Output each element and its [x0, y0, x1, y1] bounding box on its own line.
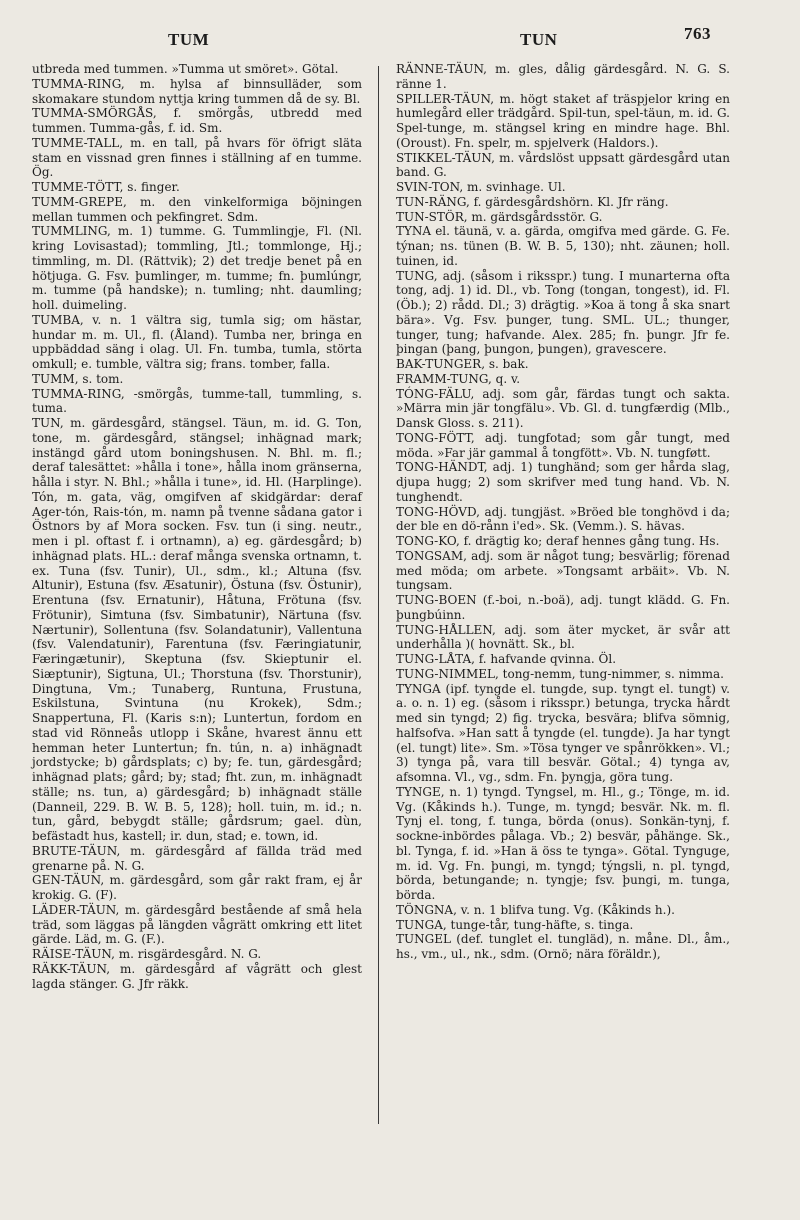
- dictionary-entry: TÖNGNA, v. n. 1 blifva tung. Vg. (Kåkinds h.).: [396, 902, 675, 917]
- dictionary-entry: GEN-TÄUN, m. gärdesgård, som går rakt fram, ej år krokig. G. (F).: [32, 873, 362, 902]
- dictionary-entry: TUMBA, v. n. 1 vältra sig, tumla sig; om hästar, hundar m. m. Ul., fl. (Åland). Tumba ner, bringa en uppbäddad säng i olag. Ul. Fn. tumba, tumla, störta omkull; e. tumble, vältra sig; frans. tomber, falla.: [32, 312, 362, 371]
- dictionary-entry: TUMME-TÖTT, s. finger.: [32, 180, 180, 194]
- dictionary-entry: SVIN-TON, m. svinhage. Ul.: [396, 180, 566, 194]
- dictionary-entry: TONG-HÖVD, adj. tungjäst. »Bröed ble tonghövd i da; der ble en dö-rånn i'ed». Sk. (Vemm.). S. hävas.: [396, 504, 730, 534]
- header-right-word: TUN: [520, 30, 558, 49]
- dictionary-entry: TONGSAM, adj. som är något tung; besvärlig; förenad med möda; om arbete. »Tongsamt arbäit». Vb. N. tungsam.: [396, 548, 730, 593]
- dictionary-entry: TUN-RÄNG, f. gärdesgårdshörn. Kl. Jfr räng.: [396, 194, 669, 209]
- dictionary-entry: RÄISE-TÄUN, m. risgärdesgård. N. G.: [32, 947, 262, 961]
- dictionary-entry: TUN, m. gärdesgård, stängsel. Täun, m. id. G. Ton, tone, m. gärdesgård, stängsel; inhägnad mark; instängd gård utom boningshusen. N. Bhl. m. fl.; deraf talesättet: »hålla i tone», hålla inom gränserna, hålla i styr. N. Bhl.; »hålla i tune», id. Hl. (Harplinge). Tón, m. gata, väg, omgifven af skidgärdar: deraf Ager-tón, Rais-tón, m. namn på tvenne sådana gator i Östnors by af Mora socken. Fsv. tun (i sing. neutr., men i pl. oftast f. i ortnamn), a) eg. gärdesgård; b) inhägnad plats. HL.: deraf många svenska ortnamn, t. ex. Tuna (fsv. Tunir), Ul., sdm., kl.; Altuna (fsv. Altunir), Estuna (fsv. Æsatunir), Östuna (fsv. Östunir), Erentuna (fsv. Ernatunir), Håtuna, Frötuna (fsv. Frötunir), Simtuna (fsv. Simbatunir), Närtuna (fsv. Nærtunir), Sollentuna (fsv. Solandatunir), Vallentuna (fsv. Valendatunir), Farentuna (fsv. Færingiatunir, Færingætunir), Skeptuna (fsv. Skieptunir el. Siæptunir), Sigtuna, Ul.; Thorstuna (fsv. Thorstunir), Dingtuna, Vm.; Tunaberg, Runtuna, Frustuna, Eskilstuna, Svintuna (nu Krokek), Sdm.; Snappertuna, Fl. (Karis s:n); Luntertun, fordom en stad vid Rönneås utlopp i Skåne, hvarest ännu ett hemman heter Luntertun; fn. tún, n. a) inhägnadt jordstycke; b) gårdsplats; c) by; fe. tun, gärdesgård; inhägnad plats; gård; by; stad; fht. zun, m. inhägnadt ställe; ns. tun, a) gärdesgård; b) inhägnadt ställe (Danneil, 229. B. W. B. 5, 128); holl. tuin, m. id.; n. tun, gård, bebygdt ställe; gårdsrum; gael. dùn, befästadt hus, kastell; ir. dun, stad; e. town, id.: [32, 416, 362, 843]
- dictionary-entry: TUMMA-RING, m. hylsa af binnsulläder, som skomakare stundom nyttja kring tummen då de sy. Bl.: [32, 76, 362, 106]
- dictionary-entry: TUMMLING, m. 1) tumme. G. Tummlingje, Fl. (Nl. kring Lovisastad); tommling, Jtl.; tommlonge, Hj.; timmling, m. Dl. (Rättvik); 2) det tredje benet på en hötjuga. G. Fsv. þumlinger, m. tumme; fn. þumlúngr, m. tumme (på handske); n. tumling; nht. daumling; holl. duimeling.: [32, 224, 362, 312]
- dictionary-entry: TUMMA-SMÖRGÅS, f. smörgås, utbredd med tummen. Tumma-gås, f. id. Sm.: [32, 106, 362, 135]
- dictionary-entry: RÄKK-TÄUN, m. gärdesgård af vågrätt och glest lagda stänger. G. Jfr räkk.: [32, 961, 362, 991]
- dictionary-entry: BAK-TUNGER, s. bak.: [396, 357, 529, 371]
- dictionary-entry: utbreda med tummen. »Tumma ut smöret». Götal.: [32, 62, 339, 76]
- dictionary-entry: RÄNNE-TÄUN, m. gles, dålig gärdesgård. N. G. S. ränne 1.: [396, 62, 730, 91]
- dictionary-entry: SPILLER-TÄUN, m. högt staket af träspjelor kring en humlegård eller trädgård. Spil-tun, spel-täun, m. id. G. Spel-tunge, m. stängsel kring en mindre hage. Bhl. (Oroust). Fn. spelr, m. spjelverk (Haldors.).: [396, 91, 730, 150]
- dictionary-entry: TONG-FÖTT, adj. tungfotad; som går tungt, med möda. »Far jär gammal å tongfött». Vb. N. tungføtt.: [396, 430, 730, 460]
- dictionary-entry: TUN-STÖR, m. gärdsgårdsstör. G.: [396, 209, 603, 224]
- left-column: [32, 62, 362, 991]
- dictionary-entry: TUNGEL (def. tunglet el. tungläd), n. måne. Dl., åm., hs., vm., ul., nk., sdm. (Ornö; nära föräldr.),: [396, 932, 730, 961]
- page-number: 763: [684, 24, 711, 43]
- dictionary-entry: STIKKEL-TÄUN, m. vårdslöst uppsatt gärdesgård utan band. G.: [396, 150, 730, 180]
- dictionary-entry: TUMM-GREPE, m. den vinkelformiga böjningen mellan tummen och pekfingret. Sdm.: [32, 194, 362, 224]
- dictionary-entry: TYNA el. täunä, v. a. gärda, omgifva med gärde. G. Fe. týnan; ns. tünen (B. W. B. 5, 130); nht. zäunen; holl. tuinen, id.: [396, 224, 730, 268]
- dictionary-entry: TONG-KO, f. drägtig ko; deraf hennes gång tung. Hs.: [396, 534, 720, 548]
- dictionary-entry: TUNG-HÅLLEN, adj. som äter mycket, är svår att underhålla )( hovnätt. Sk., bl.: [396, 622, 730, 652]
- dictionary-entry: TÓNG-FÄLU, adj. som går, färdas tungt och sakta. »Märra min jär tongfälu». Vb. Gl. d. tungfærdig (Mlb., Dansk Gloss. s. 211).: [396, 386, 730, 430]
- right-column: [396, 62, 730, 962]
- dictionary-entry: TUMMA-RING, -smörgås, tumme-tall, tummling, s. tuma.: [32, 386, 362, 416]
- column-divider: [378, 66, 379, 1124]
- header-left-word: TUM: [168, 30, 210, 49]
- dictionary-entry: TUNG, adj. (såsom i riksspr.) tung. I munarterna ofta tong, adj. 1) id. Dl., vb. Tong (tongan, tongest), id. Fl. (Öb.); 2) rådd. Dl.; 3) drägtig. »Koa ä tong å ska snart bära». Vg. Fsv. þunger, tung. SML. UL.; thunger, tunger, tung; hafvande. Alex. 285; fn. þungr. Jfr fe. þingan (þang, þungon, þungen), gravescere.: [396, 268, 730, 357]
- dictionary-entry: LÄDER-TÄUN, m. gärdesgård bestående af små hela träd, som läggas på längden vågrätt omkring ett litet gärde. Läd, m. G. (F.).: [32, 902, 362, 947]
- dictionary-entry: TUMM, s. tom.: [32, 371, 124, 386]
- dictionary-entry: TYNGA (ipf. tyngde el. tungde, sup. tyngt el. tungt) v. a. o. n. 1) eg. (såsom i riksspr.) betunga, trycka hårdt med sin tyngd; 2) fig. trycka, besvära; blifva sömnig, halfsofva. »Han satt å tyngde (el. tungde). Ja har tyngt (el. tungt) lite». Sm. »Tösa tynger ve spånrökken». Vl.; 3) tynga på, vara till besvär. Götal.; 4) tynga av, afsomna. Vl., vg., sdm. Fn. þyngja, göra tung.: [396, 681, 730, 784]
- dictionary-entry: FRAMM-TUNG, q. v.: [396, 371, 521, 386]
- dictionary-entry: TYNGE, n. 1) tyngd. Tyngsel, m. Hl., g.; Tönge, m. id. Vg. (Kåkinds h.). Tunge, m. tyngd; besvär. Nk. m. fl. Tynj el. tong, f. tunga, börda (onus). Sonkän-tynj, f. sockne-inbördes pålaga. Vb.; 2) besvär, påhänge. Sk., bl. Tynga, f. id. »Han ä öss te tynga». Götal. Tynguge, m. id. Vg. Fn. þungi, m. tyngd; týngsli, n. pl. tyngd, börda, betungande; n. tyngje; fsv. þungi, m. tunga, börda.: [396, 784, 730, 902]
- dictionary-entry: TONG-HÄNDT, adj. 1) tunghänd; som ger hårda slag, djupa hugg; 2) som skrifver med tung hand. Vb. N. tunghendt.: [396, 460, 730, 504]
- dictionary-entry: TUNGA, tunge-tår, tung-häfte, s. tinga.: [396, 917, 634, 932]
- dictionary-entry: TUNG-BOEN (f.-boi, n.-boä), adj. tungt klädd. G. Fn. þungbúinn.: [396, 593, 730, 622]
- dictionary-entry: TUNG-NIMMEL, tong-nemm, tung-nimmer, s. nimma.: [396, 666, 724, 681]
- dictionary-entry: TUNG-LÅTA, f. hafvande qvinna. Öl.: [396, 652, 617, 666]
- dictionary-entry: TUMME-TALL, m. en tall, på hvars för öfrigt släta stam en vissnad gren finnes i ställning af en tumme. Ög.: [32, 135, 362, 180]
- dictionary-entry: BRUTE-TÄUN, m. gärdesgård af fällda träd med grenarne på. N. G.: [32, 843, 362, 873]
